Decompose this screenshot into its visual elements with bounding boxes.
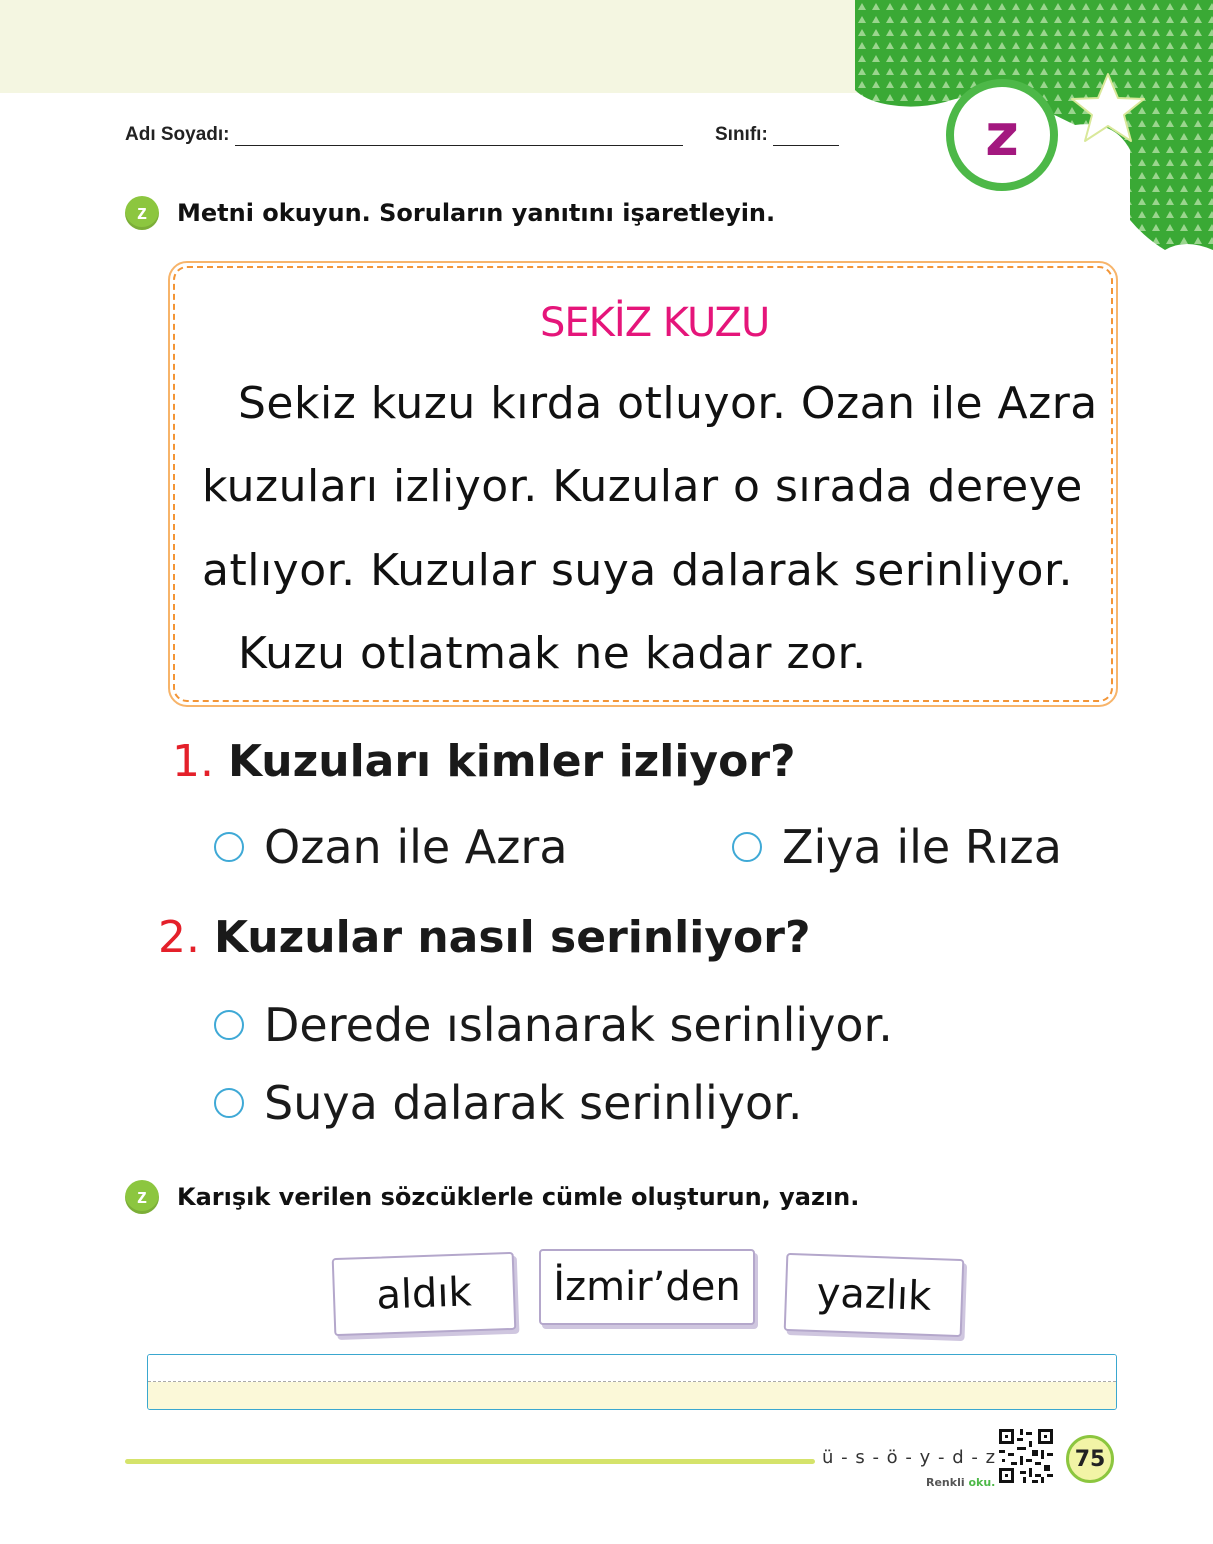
story-line: Sekiz kuzu kırda otluyor. Ozan ile Azra [238,378,1098,429]
story-line: kuzuları izliyor. Kuzular o sırada dereye [202,461,1083,512]
radio-circle[interactable] [214,832,244,862]
class-input-line[interactable] [773,125,839,146]
option-label: Ozan ile Azra [264,820,568,874]
word-card-aldik[interactable]: aldık [332,1252,517,1336]
radio-circle[interactable] [732,832,762,862]
option-label: Derede ıslanarak serinliyor. [264,998,893,1052]
question-text: Kuzuları kimler izliyor? [227,736,796,787]
z-bullet-icon: z [125,196,159,230]
instruction-read [125,196,775,230]
story-title: SEKİZ KUZU [540,300,770,346]
answer-writing-line[interactable] [147,1354,1117,1410]
page-number: 75 [1066,1435,1114,1483]
answer-upper-band [148,1355,1116,1382]
option-label: Ziya ile Rıza [782,820,1062,874]
radio-circle[interactable] [214,1010,244,1040]
instruction-sentence [125,1180,859,1214]
oku-text: oku. [968,1476,996,1489]
word-card-izmirden[interactable]: İzmir’den [539,1249,755,1325]
option-label: Suya dalarak serinliyor. [264,1076,803,1130]
letter-z-badge: z [946,79,1058,191]
word-card-yazlik[interactable]: yazlık [784,1253,965,1337]
name-input-line[interactable] [235,125,683,146]
class-field[interactable] [715,124,839,146]
option-q1-b[interactable] [732,820,1062,874]
instruction-text: Karışık verilen sözcüklerle cümle oluşturun, yazın. [177,1183,860,1211]
letter-sequence: ü - s - ö - y - d - z [822,1447,997,1468]
class-label: Sınıfı: [715,124,768,145]
renkli-text: Renkli [926,1476,965,1489]
story-line: Kuzu otlatmak ne kadar zor. [238,628,867,679]
answer-lower-band [148,1382,1116,1410]
renkli-oku-label [926,1476,995,1489]
instruction-text: Metni okuyun. Soruların yanıtını işaretleyin. [177,199,776,227]
top-band [0,0,880,93]
name-label: Adı Soyadı: [125,124,230,145]
star-icon [1068,70,1148,146]
radio-circle[interactable] [214,1088,244,1118]
qr-code-icon[interactable] [996,1426,1056,1486]
name-field[interactable] [125,124,683,146]
story-line: atlıyor. Kuzular suya dalarak serinliyor. [202,545,1073,596]
z-bullet-icon: z [125,1180,159,1214]
question-2 [158,912,810,963]
question-1 [172,736,796,787]
footer-line [125,1459,815,1464]
option-q2-b[interactable] [214,1076,802,1130]
option-q2-a[interactable] [214,998,893,1052]
option-q1-a[interactable] [214,820,568,874]
question-number: 2. [158,912,200,963]
question-text: Kuzular nasıl serinliyor? [213,912,811,963]
question-number: 1. [172,736,214,787]
